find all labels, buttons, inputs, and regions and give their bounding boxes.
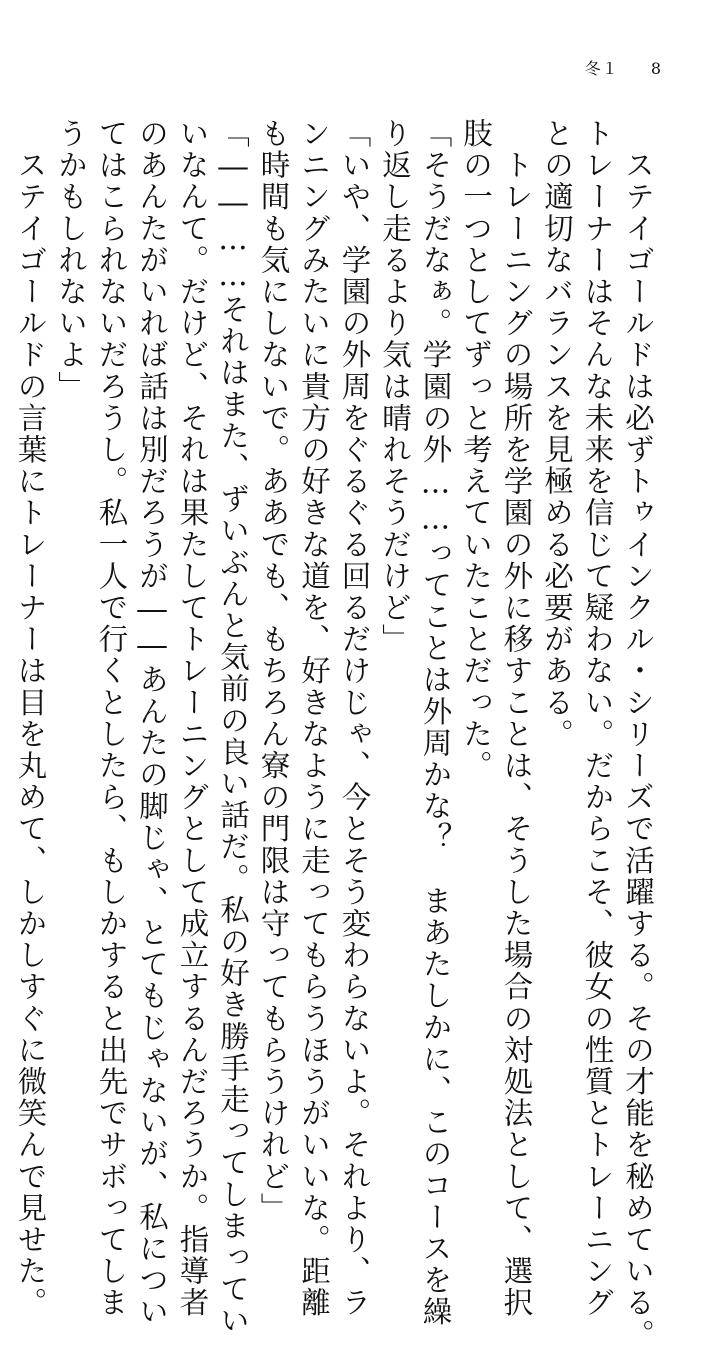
text-line: り返し走るより気は晴れそうだけど」 bbox=[378, 118, 412, 656]
page-number: 8 bbox=[650, 59, 662, 78]
text-line: ステイゴールドは必ずトゥインクル・シリーズで活躍する。その才能を秘めている。 bbox=[621, 118, 655, 1350]
running-header bbox=[585, 56, 662, 79]
text-line: も時間も気にしないで。ああでも、もちろん寮の門限は守ってもらうけれど」 bbox=[256, 118, 291, 1224]
text-line: のあんたがいれば話は別だろうが――あんたの脚じゃ、とてもじゃないが、私につい bbox=[135, 118, 169, 1328]
text-line: との適切なバランスを見極める必要がある。 bbox=[540, 118, 574, 750]
text-line: いなんて。だけど、それは果たしてトレーニングとして成立するんだろうか。指導者 bbox=[175, 118, 210, 1319]
text-line: トレーナーはそんな未来を信じて疑わない。だからこそ、彼女の性質とトレーニング bbox=[580, 118, 615, 1319]
text-line: うかもしれないよ」 bbox=[54, 118, 88, 403]
text-line: 「――……それはまた、ずいぶんと気前の良い話だ。私の好き勝手走ってしまってい bbox=[216, 118, 250, 1337]
text-line: トレーニングの場所を学園の外に移すことは、そうした場合の対処法として、選択 bbox=[499, 118, 534, 1319]
text-line: 「そうだなぁ。学園の外……ってことは外周かな？ まあたしかに、このコースを繰 bbox=[418, 118, 453, 1328]
text-line: ンニングみたいに貴方の好きな道を、好きなように走ってもらうほうがいいな。距離 bbox=[297, 118, 331, 1319]
text-line: ステイゴールドの言葉にトレーナーは目を丸めて、しかしすぐに微笑んで見せた。 bbox=[13, 118, 48, 1319]
text-line: 肢の一つとしてずっと考えていたことだった。 bbox=[459, 118, 493, 782]
text-line: 「いや、学園の外周をぐるぐる回るだけじゃ、今とそう変わらないよ。それより、ラ bbox=[337, 118, 372, 1319]
text-line: てはこられないだろうし。私一人で行くとしたら、もしかすると出先でサボってしま bbox=[94, 118, 129, 1319]
chapter-label: 冬１ bbox=[584, 59, 619, 78]
vertical-body-text bbox=[10, 118, 658, 1350]
